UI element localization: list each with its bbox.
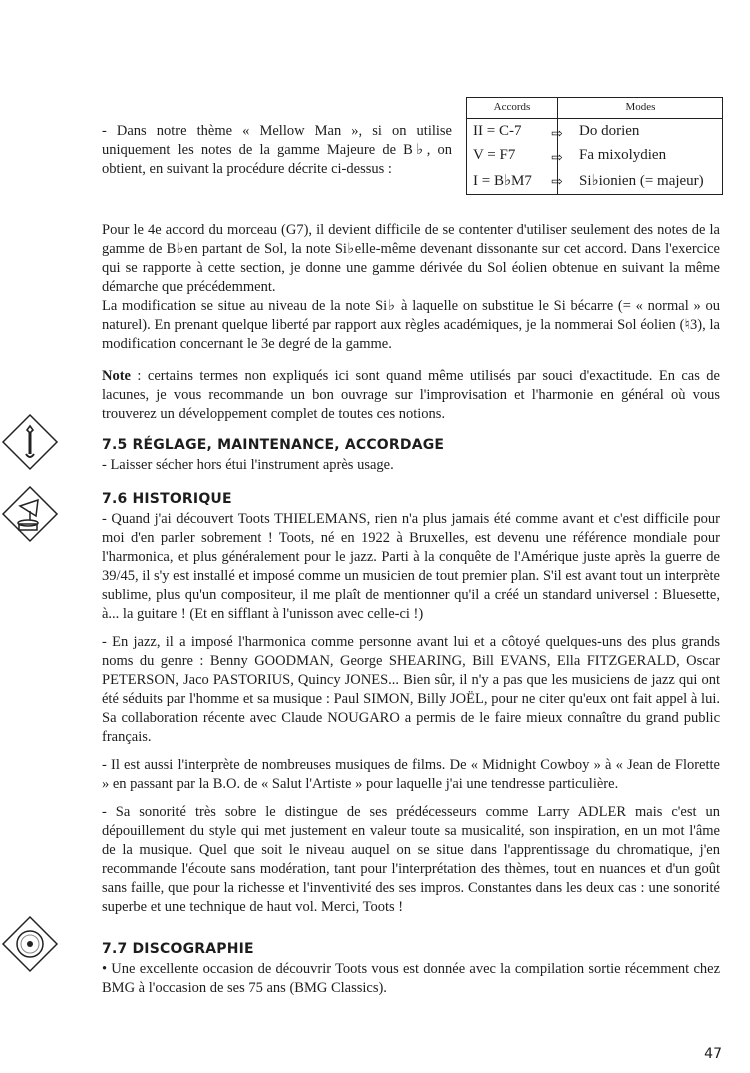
note-block	[102, 367, 720, 424]
wrench-icon	[0, 412, 60, 472]
paragraph: - Sa sonorité très sobre le distingue de ses prédécesseurs comme Larry ADLER mais c'est un dépouillement du style qui met justement en valeur toute sa musicalité, son inspiration, en un mot l'âme de la musique. Quel que soit le niveau auquel on se situe dans l'apprentissage du chromatique, j'en recommande l'écoute sans modération, tant pour l'interprétation des thèmes, tout en nuances et d'un goût sans faille, que pour la richesse et l'inventivité des ses impros. Constantes dans les deux cas : une sonorité superbe et une technique de haut vol. Merci, Toots !	[102, 804, 720, 915]
disc-icon	[0, 914, 60, 974]
header-modes: Modes	[625, 101, 656, 113]
table-row	[467, 169, 722, 193]
chord-cell: I = B♭M7	[473, 173, 532, 189]
section-heading-7-6: 7.6 HISTORIQUE	[102, 491, 232, 507]
note-paragraph	[102, 367, 720, 424]
arrow-icon: ⇨	[551, 151, 563, 166]
section-heading-7-5: 7.5 RÉGLAGE, MAINTENANCE, ACCORDAGE	[102, 437, 445, 453]
mode-cell: Do dorien	[579, 123, 640, 139]
mode-cell: Si♭ionien (= majeur)	[579, 173, 704, 189]
table-row	[467, 121, 722, 145]
chord-cell: II = C-7	[473, 123, 522, 139]
note-label: Note	[102, 368, 131, 384]
page-number: 47	[704, 1046, 722, 1062]
table-row	[467, 145, 722, 169]
paragraph: - Quand j'ai découvert Toots THIELEMANS, rien n'a plus jamais été comme avant et c'est difficile pour moi d'en parler sobrement ! Toots, né en 1922 à Bruxelles, est devenu une référence mondiale pour l'harmonica, et plus généralement pour le jazz. Parti à la conquête de l'Amérique juste après la guerre de 39/45, il s'y est installé et imposé comme un musicien de tout premier plan. S'il est avant tout un interprète sublime, plus qu'un compositeur, il me plaît de mentionner qu'il a créé un standard universel : Bluesette, à... la guitare ! (Et en sifflant à l'unisson avec celle-ci !)	[102, 511, 720, 622]
mode-cell: Fa mixolydien	[579, 147, 667, 163]
intro-text: - Dans notre thème « Mellow Man », si on utilise uniquement les notes de la gamme Majeure de B♭, on obtient, en suivant la procédure décrite ci-dessus :	[102, 123, 452, 177]
section-7-6-block	[102, 510, 720, 917]
paragraph: La modification se situe au niveau de la note Si♭ à laquelle on substitue le Si bécarre (= « normal » ou naturel). En prenant quelque liberté par rapport aux règles académiques, je la nommerai Sol éolien (♮3), la modification concernant le 3e degré de la gamme.	[102, 298, 720, 352]
chords-table	[466, 97, 723, 195]
arrow-icon: ⇨	[551, 127, 563, 142]
section-heading-7-7: 7.7 DISCOGRAPHIE	[102, 941, 254, 957]
paragraph: Pour le 4e accord du morceau (G7), il devient difficile de se contenter d'utiliser seulement des notes de la gamme de B♭en partant de Sol, la note Si♭elle-même devenant dissonante sur cet accord. Dans l'exercice qui se rapporte à cette section, je donne une gamme dérivée du Sol éolien obtenue en suivant la même démarche que précédemment.	[102, 222, 720, 295]
paragraph: - En jazz, il a imposé l'harmonica comme personne avant lui et a côtoyé quelques-uns des plus grands noms du genre : Benny GOODMAN, George SHEARING, Bill EVANS, Ella FITZGERALD, Oscar PETERSON, Jaco PASTORIUS, Quincy JONES... Bien sûr, il n'y a pas que les musiciens de jazz qui ont été séduits par l'homme et sa musique : Paul SIMON, Billy JOËL, pour ne citer qu'eux ont fait appel à lui. Sa collaboration récente avec Claude NOUGARO a permis de le faire mieux connaître du grand public français.	[102, 634, 720, 745]
table-header-rule	[467, 118, 722, 119]
section-text-7-5: - Laisser sécher hors étui l'instrument après usage.	[102, 457, 394, 473]
section-text-7-7: • Une excellente occasion de découvrir Toots vous est donnée avec la compilation sortie récemment chez BMG à l'occasion de ses 75 ans (BMG Classics).	[102, 961, 720, 996]
header-accords: Accords	[493, 101, 531, 113]
gramophone-icon	[0, 484, 60, 544]
arrow-icon: ⇨	[551, 175, 563, 190]
paragraph: - Il est aussi l'interprète de nombreuses musiques de films. De « Midnight Cowboy » à « Jean de Florette » en passant par la B.O. de « Salut l'Artiste » pour laquelle j'ai une tendresse particulière.	[102, 757, 720, 792]
chord-cell: V = F7	[473, 147, 516, 163]
note-text: : certains termes non expliqués ici sont quand même utilisés par souci d'exactitude. En cas de lacunes, je vous recommande un bon ouvrage sur l'improvisation et l'harmonie en général où vous trouverez un développement complet de toutes ces notions.	[102, 368, 720, 422]
paragraph-block-1	[102, 221, 720, 354]
